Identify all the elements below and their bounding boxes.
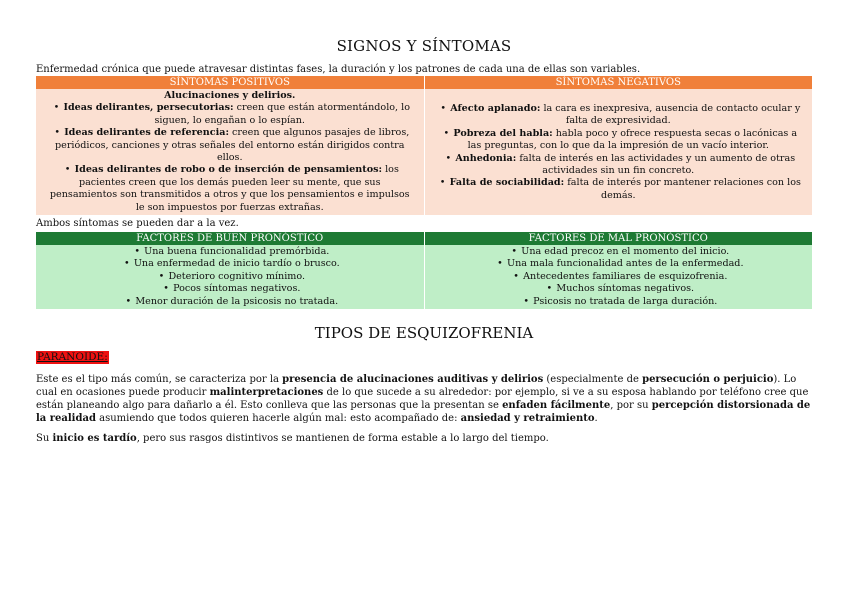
symptom-item — [429, 177, 809, 202]
text-run: ). Lo cual en ocasiones puede producir — [36, 374, 797, 399]
symptoms-table — [36, 76, 812, 215]
prognosis-text: Una buena funcionalidad premórbida. — [144, 246, 330, 258]
bullet-icon: • — [440, 103, 447, 114]
types-title: TIPOS DE ESQUIZOFRENIA — [314, 324, 534, 343]
prognosis-text: Una mala funcionalidad antes de la enfermedad. — [506, 258, 744, 270]
symptom-item — [429, 103, 809, 128]
text-run: de lo que sucede a su alrededor: por ejemplo, si ve a su esposa hablando por teléfono cree que están planeando algo para dañarlo a él. Esto conlleva que las personas que la presentan se — [36, 387, 809, 412]
prognosis-item — [40, 283, 420, 295]
bullet-icon: • — [497, 258, 503, 270]
paranoid-paragraph-2 — [36, 432, 812, 445]
bullet-icon: • — [54, 127, 61, 139]
prognosis-text: Muchos síntomas negativos. — [556, 283, 695, 295]
negative-symptoms-header: SÍNTOMAS NEGATIVOS — [424, 76, 812, 89]
positive-symptoms-list — [40, 102, 420, 214]
symptom-item — [429, 128, 809, 153]
good-prognosis-header: FACTORES DE BUEN PRONÓSTICO — [36, 232, 424, 245]
paranoid-paragraph-1 — [36, 373, 812, 425]
symptom-description: creen que están atormentándolo, lo siguen, lo engañan o lo espían. — [154, 102, 410, 126]
prognosis-text: Menor duración de la psicosis no tratada. — [135, 295, 339, 307]
positive-symptoms-header: SÍNTOMAS POSITIVOS — [36, 76, 424, 89]
symptom-description: los pacientes creen que los demás pueden leer su mente, que sus pensamientos son transmitidos a otros y que los pensamientos e impulsos le son impuestos por fuerzas extrañas. — [49, 164, 410, 213]
symptom-description: habla poco y ofrece respuesta secas o lacónicas a las preguntas, con lo que da la impresión de un vacío interior. — [467, 127, 798, 152]
highlighted-phrase: persecución o perjuicio — [642, 374, 774, 386]
text-run: , por su — [610, 400, 652, 412]
prognosis-item — [429, 296, 809, 308]
good-prognosis-cell — [36, 245, 424, 309]
prognosis-text: Una edad precoz en el momento del inicio. — [521, 246, 730, 258]
symptom-description: falta de interés por mantener relaciones con los demás. — [564, 177, 801, 201]
prognosis-item — [40, 271, 420, 283]
prognosis-item — [429, 246, 809, 258]
prognosis-item — [429, 258, 809, 270]
text-run: asumiendo que todos quieren hacerle algún mal: esto acompañado de: — [95, 413, 461, 425]
positive-symptoms-cell — [36, 89, 424, 215]
bad-prognosis-list — [429, 246, 809, 308]
highlighted-phrase: presencia de alucinaciones auditivas y delirios — [282, 374, 544, 386]
bad-prognosis-cell — [424, 245, 812, 309]
highlighted-phrase: enfaden fácilmente — [502, 400, 611, 412]
symptom-description: falta de interés en las actividades y un aumento de otras actividades sin un fin concreto. — [516, 152, 796, 177]
prognosis-item — [40, 246, 420, 258]
text-run: Su — [36, 433, 53, 445]
symptom-item — [40, 127, 420, 164]
bullet-icon: • — [445, 152, 452, 164]
bullet-icon: • — [123, 258, 130, 270]
prognosis-text: Antecedentes familiares de esquizofrenia. — [523, 270, 728, 282]
prognosis-table — [36, 232, 812, 309]
prognosis-text: Pocos síntomas negativos. — [173, 283, 301, 295]
bullet-icon: • — [64, 164, 71, 176]
bullet-icon: • — [134, 246, 140, 258]
bullet-icon: • — [523, 295, 529, 307]
symptom-item — [429, 153, 809, 178]
symptom-term: Pobreza del habla: — [453, 127, 553, 139]
positive-symptoms-title: Alucinaciones y delirios. — [164, 90, 296, 101]
highlighted-phrase: malinterpretaciones — [209, 387, 324, 399]
text-run: . — [594, 413, 598, 425]
highlighted-phrase: percepción distorsionada de la realidad — [36, 400, 811, 425]
prognosis-text: Una enfermedad de inicio tardío o brusco. — [133, 258, 340, 270]
bullet-icon: • — [511, 246, 518, 258]
bullet-icon: • — [443, 127, 450, 139]
prognosis-item — [40, 258, 420, 270]
text-run: (especialmente de — [543, 374, 643, 386]
symptom-term: Anhedonia: — [455, 152, 517, 164]
symptom-term: Afecto aplanado: — [450, 103, 541, 114]
negative-symptoms-cell — [424, 89, 812, 215]
symptom-item — [40, 164, 420, 214]
bullet-icon: • — [53, 102, 60, 114]
symptom-description: creen que algunos pasajes de libros, periódicos, canciones y otras señales del entorno están dirigidos contra ellos. — [55, 127, 410, 164]
prognosis-item — [429, 271, 809, 283]
bullet-icon: • — [439, 177, 446, 189]
prognosis-text: Deterioro cognitivo mínimo. — [168, 270, 306, 282]
symptom-term: Ideas delirantes, persecutorias: — [63, 102, 234, 114]
bad-prognosis-header: FACTORES DE MAL PRONÓSTICO — [424, 232, 812, 245]
symptom-description: la cara es inexpresiva, ausencia de contacto ocular y falta de expresividad. — [540, 103, 801, 127]
bullet-icon: • — [513, 270, 519, 282]
symptom-item — [40, 102, 420, 127]
prognosis-item — [429, 283, 809, 295]
bullet-icon: • — [158, 270, 165, 282]
negative-symptoms-list — [429, 103, 809, 202]
intro-text: Enfermedad crónica que puede atravesar distintas fases, la duración y los patrones de cada una de ellas son variables. — [36, 64, 641, 75]
prognosis-item — [40, 296, 420, 308]
symptom-term: Ideas delirantes de referencia: — [64, 127, 229, 139]
text-run: Este es el tipo más común, se caracteriza por la — [36, 374, 283, 386]
both-symptoms-note: Ambos síntomas se pueden dar a la vez. — [36, 218, 239, 230]
document-page — [36, 36, 812, 445]
good-prognosis-list — [40, 246, 420, 308]
page-title: SIGNOS Y SÍNTOMAS — [336, 37, 512, 55]
highlighted-phrase: ansiedad y retraimiento — [460, 413, 595, 425]
text-run: , pero sus rasgos distintivos se mantienen de forma estable a lo largo del tiempo. — [136, 433, 549, 445]
bullet-icon: • — [546, 283, 553, 295]
bullet-icon: • — [125, 295, 132, 307]
paranoid-tag: PARANOIDE: — [37, 351, 108, 364]
bullet-icon: • — [163, 283, 169, 295]
prognosis-text: Psicosis no tratada de larga duración. — [533, 295, 718, 307]
highlighted-phrase: inicio es tardío — [52, 433, 137, 445]
symptom-term: Falta de sociabilidad: — [449, 177, 565, 189]
symptom-term: Ideas delirantes de robo o de inserción de pensamientos: — [74, 164, 383, 176]
